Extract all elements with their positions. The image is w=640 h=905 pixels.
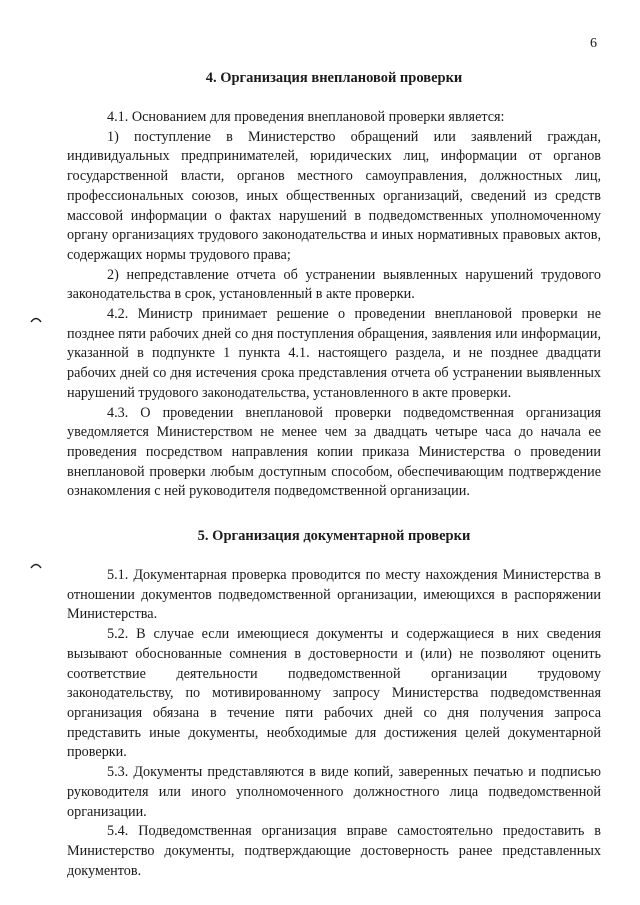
paragraph-4-1-item-1: 1) поступление в Министерство обращений или заявлений граждан, индивидуальных предпринимателей, юридических лиц, информации от органов государственной власти, органов местного самоуправления, должностных лиц, профессиональных союзов, иных общественных организаций, сведений из средств массовой информации о фактах нарушений в подведомственных уполномоченному органу организациях трудового законодательства и иных нормативных правовых актов, содержащих нормы трудового права; [67,128,601,263]
paragraph-5-4: 5.4. Подведомственная организация вправе самостоятельно предоставить в Министерство документы, подтверждающие достоверность ранее представленных документов. [67,823,601,879]
page-number: 6 [590,36,597,51]
paragraph-5-2: 5.2. В случае если имеющиеся документы и содержащиеся в них сведения вызывают обоснованные сомнения в достоверности и (или) не позволяют оценить соответствие деятельности подведомственной организации трудовому законодательству, по мотивированному запросу Министерства подведомственная организация обязана в течение пяти рабочих дней со дня получения запроса представить иные документы, необходимые для достижения целей документарной проверки. [67,626,601,761]
margin-mark-icon [30,562,42,569]
paragraph-5-3: 5.3. Документы представляются в виде копий, заверенных печатью и подписью руководителя или иного уполномоченного должностного лица подведомственной организации. [67,764,601,820]
section-5-title: 5. Организация документарной проверки [197,528,471,545]
paragraph-4-1-item-2: 2) непредставление отчета об устранении выявленных нарушений трудового законодательства в срок, установленный в акте проверки. [67,266,601,303]
paragraph-4-3: 4.3. О проведении внеплановой проверки подведомственная организация уведомляется Министерством не менее чем за двадцать четыре часа до начала ее проведения посредством направления копии приказа Министерства о проведении внеплановой проверки любым доступным способом, обеспечивающим подтверждение ознакомления с ней руководителя подведомственной организации. [67,404,601,500]
section-4-title: 4. Организация внеплановой проверки [205,70,463,86]
document-body [67,68,601,881]
paragraph-4-2: 4.2. Министр принимает решение о проведении внеплановой проверки не позднее пяти рабочих дней со дня поступления обращения, заявления или информации, указанной в подпункте 1 пункта 4.1. настоящего раздела, и не позднее двадцати рабочих дней со дня истечения срока представления отчета об устранении выявленных нарушений трудового законодательства, установленного в акте проверки. [67,306,601,401]
paragraph-5-1: 5.1. Документарная проверка проводится по месту нахождения Министерства в отношении документов подведомственной организации, имеющихся в распоряжении Министерства. [67,567,601,623]
paragraph-4-1: 4.1. Основанием для проведения внеплановой проверки является: [107,109,505,125]
margin-mark-icon [30,316,42,323]
